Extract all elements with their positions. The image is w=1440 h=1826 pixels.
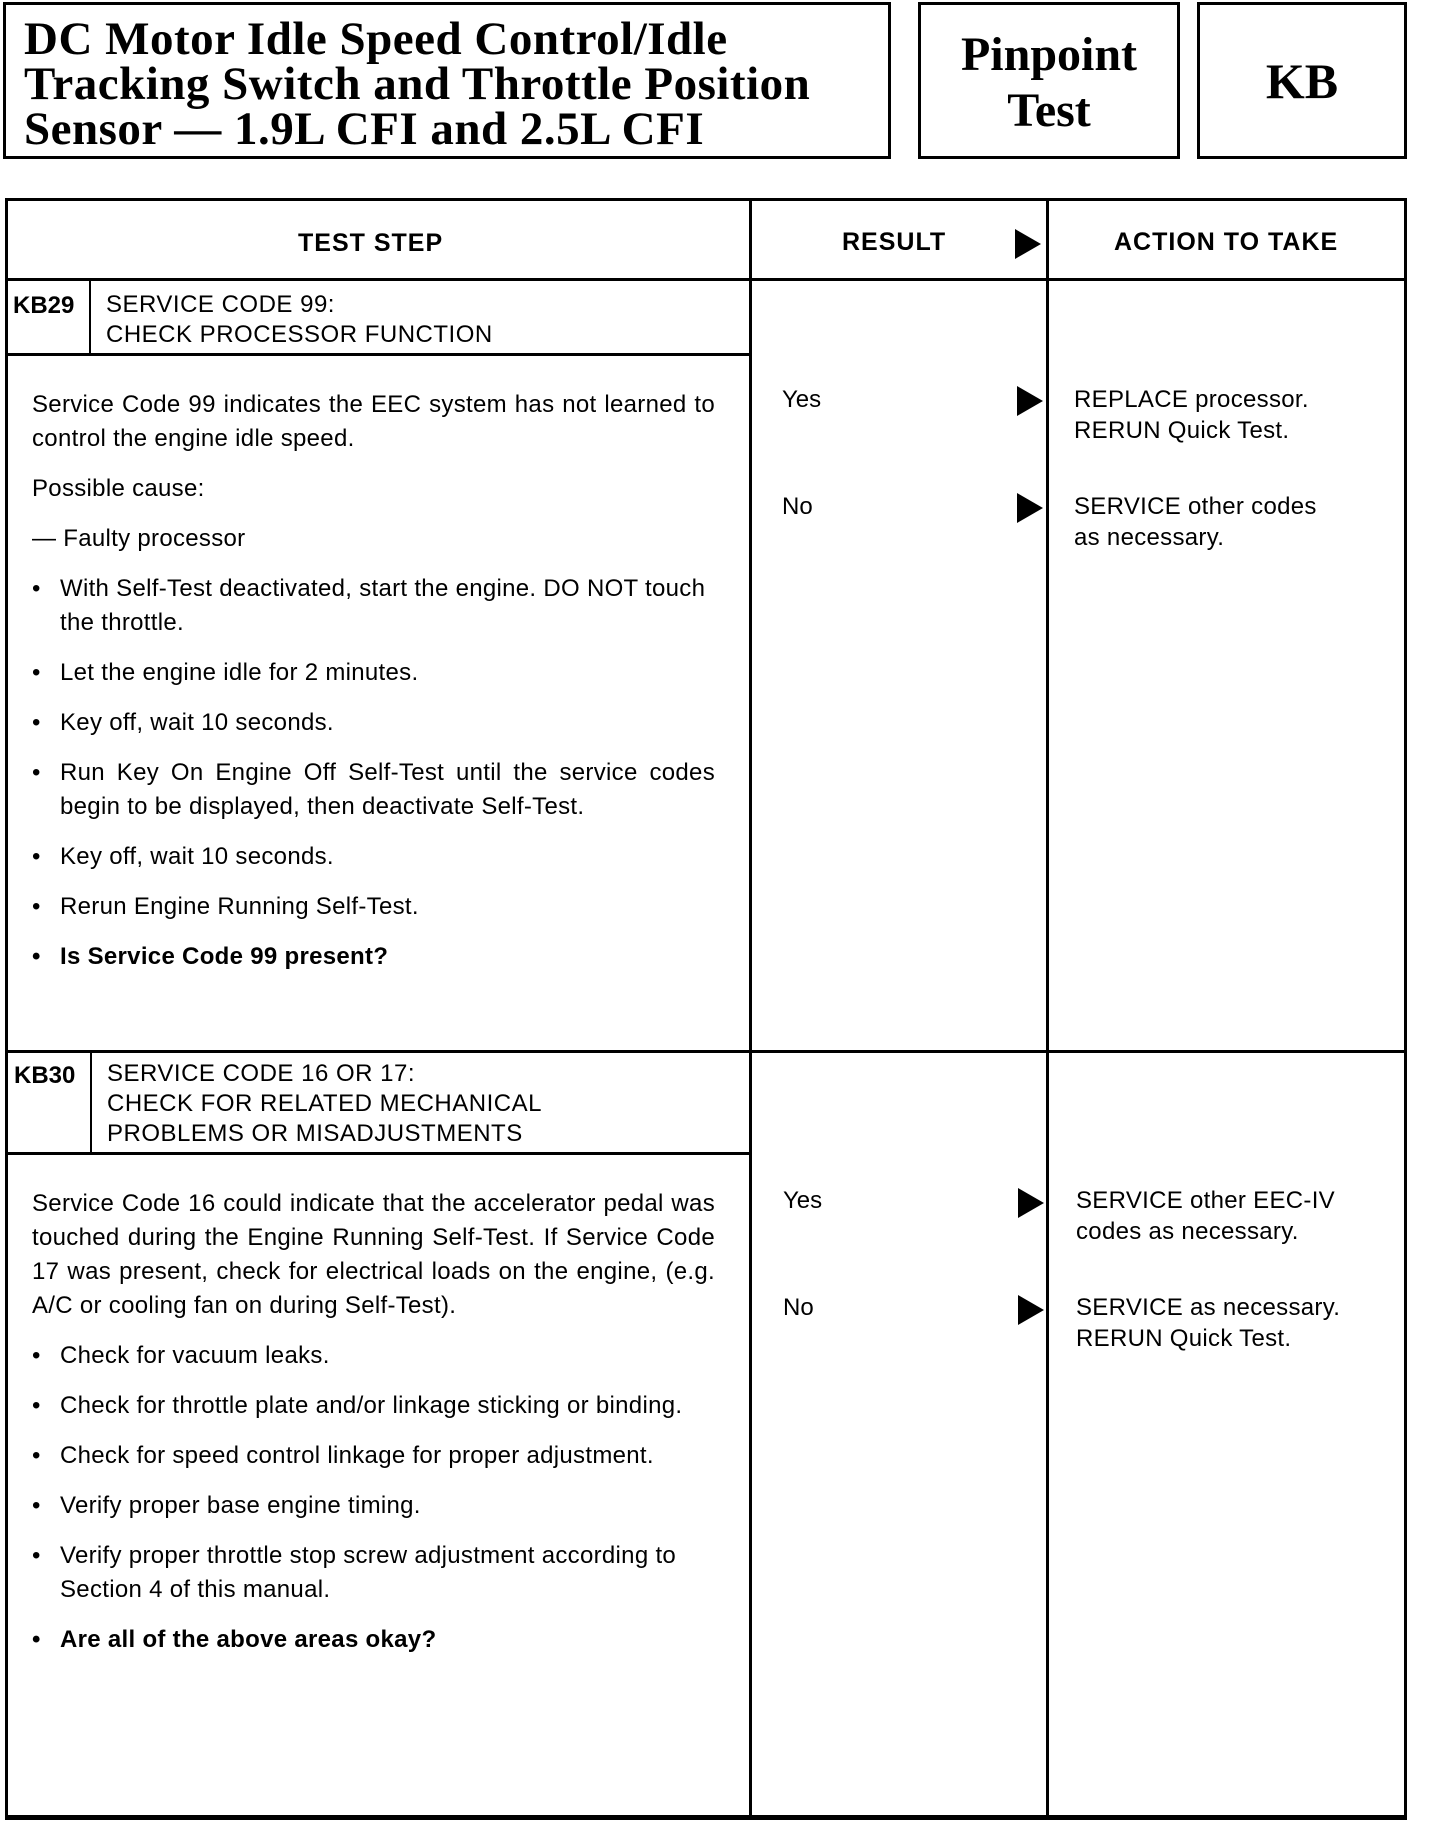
step-intro: Service Code 16 could indicate that the accelerator pedal was touched during the Engine Running Self-Test. If Service Code 17 was present, check for electrical loads on the engine, (e.g. A/C or cooling fan on during Self-Test).: [32, 1190, 715, 1319]
test-type-box: [918, 2, 1180, 159]
action-no: SERVICE other codes as necessary.: [1074, 493, 1317, 551]
title-line: Sensor — 1.9L CFI and 2.5L CFI: [24, 103, 705, 155]
step-header-divider: [5, 353, 751, 356]
step-title: [107, 1059, 542, 1149]
step-id-divider: [89, 280, 91, 354]
action-yes: SERVICE other EEC-IV codes as necessary.: [1076, 1187, 1335, 1245]
result-yes: Yes: [782, 386, 822, 413]
bullet-item: • Let the engine idle for 2 minutes.: [32, 659, 419, 686]
action-no: SERVICE as necessary. RERUN Quick Test.: [1076, 1294, 1341, 1352]
bullet-item: • Key off, wait 10 seconds.: [32, 709, 334, 736]
step-title-line: CHECK PROCESSOR FUNCTION: [106, 321, 493, 348]
step-intro: Service Code 99 indicates the EEC system has not learned to control the engine idle speed.: [32, 391, 715, 452]
bullet-item: • Rerun Engine Running Self-Test.: [32, 893, 419, 920]
step-id: KB29: [13, 292, 75, 319]
step-id-divider: [90, 1052, 92, 1153]
test-type-line: Pinpoint: [960, 28, 1138, 81]
title-line: Tracking Switch and Throttle Position: [24, 58, 811, 110]
step-id: KB30: [14, 1062, 76, 1089]
bullet-item: • Check for vacuum leaks.: [32, 1342, 330, 1369]
arrow-right-icon: [1017, 386, 1043, 416]
bullet-item: • Run Key On Engine Off Self-Test until the service codes begin to be displayed, then deactivate Self-Test.: [32, 759, 715, 820]
title-line: DC Motor Idle Speed Control/Idle: [24, 13, 728, 65]
column-header-result: RESULT: [842, 228, 947, 256]
column-header-test-step: TEST STEP: [298, 229, 444, 257]
step-title-line: PROBLEMS OR MISADJUSTMENTS: [107, 1120, 523, 1147]
bullet-item: • Verify proper base engine timing.: [32, 1492, 421, 1519]
arrow-right-icon: [1015, 229, 1041, 259]
step-header-divider: [5, 1152, 751, 1155]
bullet-item: • Key off, wait 10 seconds.: [32, 843, 334, 870]
arrow-right-icon: [1018, 1188, 1044, 1218]
cause-label: Possible cause:: [32, 475, 205, 502]
step-body: [32, 1187, 715, 1673]
header-divider: [5, 278, 1407, 281]
bullet-item: • With Self-Test deactivated, start the engine. DO NOT touch the throttle.: [32, 575, 706, 636]
step-divider: [5, 1050, 1407, 1053]
test-code-box: [1197, 2, 1407, 159]
test-code: KB: [1265, 52, 1339, 109]
step-title: [106, 290, 493, 350]
action-yes: REPLACE processor. RERUN Quick Test.: [1074, 386, 1309, 444]
step-title-line: CHECK FOR RELATED MECHANICAL: [107, 1090, 542, 1117]
bullet-item: • Check for speed control linkage for proper adjustment.: [32, 1442, 654, 1469]
step-title-line: SERVICE CODE 99:: [106, 291, 335, 318]
bullet-item: • Verify proper throttle stop screw adjustment according to Section 4 of this manual.: [32, 1542, 677, 1603]
column-divider: [749, 198, 752, 1820]
result-yes: Yes: [783, 1187, 823, 1214]
arrow-right-icon: [1018, 1295, 1044, 1325]
step-body: [32, 388, 715, 990]
test-type-line: Test: [1007, 84, 1091, 137]
step-question: • Are all of the above areas okay?: [32, 1626, 437, 1653]
column-header-action: ACTION TO TAKE: [1114, 228, 1339, 256]
result-no: No: [782, 493, 813, 520]
cause-item: — Faulty processor: [32, 525, 246, 552]
step-question: • Is Service Code 99 present?: [32, 943, 389, 970]
step-title-line: SERVICE CODE 16 OR 17:: [107, 1060, 415, 1087]
result-no: No: [783, 1294, 814, 1321]
column-divider: [1046, 198, 1049, 1820]
arrow-right-icon: [1017, 493, 1043, 523]
document-title: [3, 2, 891, 159]
bullet-item: • Check for throttle plate and/or linkage sticking or binding.: [32, 1392, 683, 1419]
